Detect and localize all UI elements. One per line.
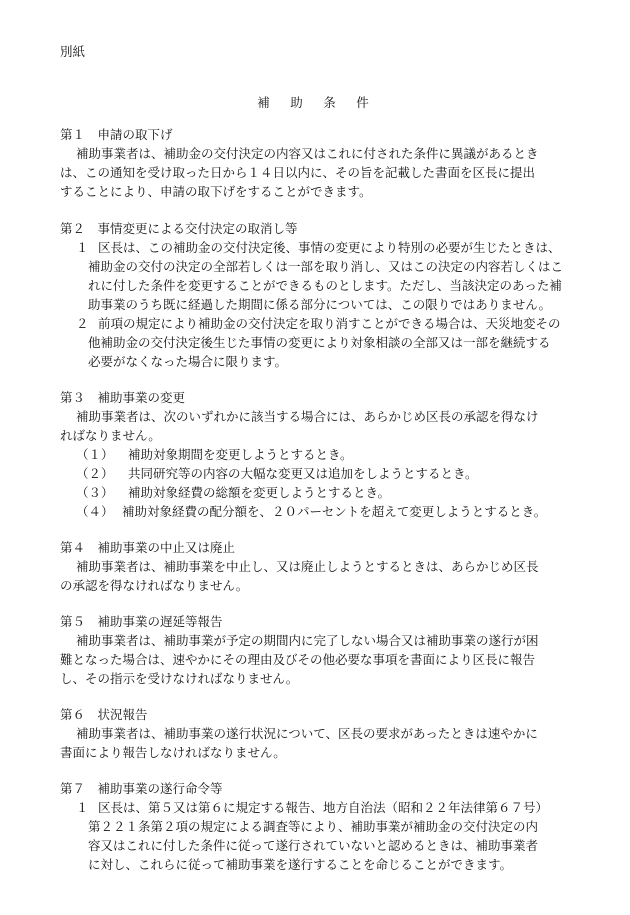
section-3-list-number: （３） <box>76 485 114 500</box>
section-1-text: は、この通知を受け取った日から１４日以内に、その旨を記載した書面を区長に提出 <box>60 165 536 180</box>
section-2-item-text: 助事業のうち既に経過した期間に係る部分については、この限りではありません。 <box>88 297 552 312</box>
section-2-item-text: 区長は、この補助金の交付決定後、事情の変更により特別の必要が生じたときは、 <box>98 240 561 255</box>
section-5-text: 難となった場合は、速やかにその理由及びその他必要な事項を書面により区長に報告 <box>60 652 536 667</box>
section-7-item-text: 区長は、第５又は第６に規定する報告、地方自治法（昭和２２年法律第６７号） <box>98 800 549 815</box>
section-3-list-number: （２） <box>76 466 114 481</box>
section-6-heading: 第６ 状況報告 <box>60 707 148 722</box>
section-7-heading: 第７ 補助事業の遂行命令等 <box>60 781 223 796</box>
section-2-item-text: 補助金の交付の決定の全部若しくは一部を取り消し、又はこの決定の内容若しくはこ <box>88 259 564 274</box>
section-3-list-text: 補助対象期間を変更しようとするとき。 <box>128 447 353 462</box>
section-3-list-number: （１） <box>76 447 114 462</box>
document-title: 補 助 条 件 <box>257 95 373 110</box>
section-3-list-text: 補助対象経費の総額を変更しようとするとき。 <box>128 485 391 500</box>
section-2-item-text: 必要がなくなった場合に限ります。 <box>88 354 288 369</box>
section-1-text: することにより、申請の取下げをすることができます。 <box>60 184 372 199</box>
section-3-list-text: 共同研究等の内容の大幅な変更又は追加をしようとするとき。 <box>128 466 478 481</box>
section-1-heading: 第１ 申請の取下げ <box>60 127 173 142</box>
section-3-text: 補助事業者は、次のいずれかに該当する場合には、あらかじめ区長の承認を得なけ <box>76 409 539 424</box>
section-7-item-text: 容又はこれに付した条件に従って遂行されていないと認めるときは、補助事業者 <box>88 838 539 853</box>
section-4-heading: 第４ 補助事業の中止又は廃止 <box>60 540 236 555</box>
section-2-item-text: 前項の規定により補助金の交付決定を取り消すことができる場合は、天災地変その <box>98 316 561 331</box>
section-2-item-number: ２ <box>76 316 89 331</box>
section-4-text: 補助事業者は、補助事業を中止し、又は廃止しようとするときは、あらかじめ区長 <box>76 559 539 574</box>
section-3-heading: 第３ 補助事業の変更 <box>60 390 186 405</box>
section-3-list-number: （４） <box>76 504 114 519</box>
section-7-item-text: に対し、これらに従って補助事業を遂行することを命じることができます。 <box>88 857 513 872</box>
section-1-text: 補助事業者は、補助金の交付決定の内容又はこれに付された条件に異議があるとき <box>76 146 539 161</box>
section-7-item-text: 第２２１条第２項の規定による調査等により、補助事業が補助金の交付決定の内 <box>88 819 539 834</box>
attachment-label: 別紙 <box>60 44 86 59</box>
section-2-item-text: 他補助金の交付決定後生じた事情の変更により対象相談の全部又は一部を継続する <box>88 335 551 350</box>
section-5-text: 補助事業者は、補助事業が予定の期間内に完了しない場合又は補助事業の遂行が困 <box>76 633 539 648</box>
section-5-text: し、その指示を受けなければなりません。 <box>60 671 299 686</box>
section-2-heading: 第２ 事情変更による交付決定の取消し等 <box>60 221 298 236</box>
section-6-text: 書面により報告しなければなりません。 <box>60 745 286 760</box>
section-3-list-text: 補助対象経費の配分額を、２０パーセントを超えて変更しようとするとき。 <box>122 504 547 519</box>
section-4-text: の承認を得なければなりません。 <box>60 578 249 593</box>
section-2-item-text: れに付した条件を変更することができるものとします。ただし、当該決定のあった補 <box>88 278 562 293</box>
section-3-text: ればなりません。 <box>60 428 161 443</box>
section-6-text: 補助事業者は、補助事業の遂行状況について、区長の要求があったときは速やかに <box>76 726 538 741</box>
section-7-item-number: １ <box>76 800 89 815</box>
section-5-heading: 第５ 補助事業の遅延等報告 <box>60 614 223 629</box>
section-2-item-number: １ <box>76 240 89 255</box>
